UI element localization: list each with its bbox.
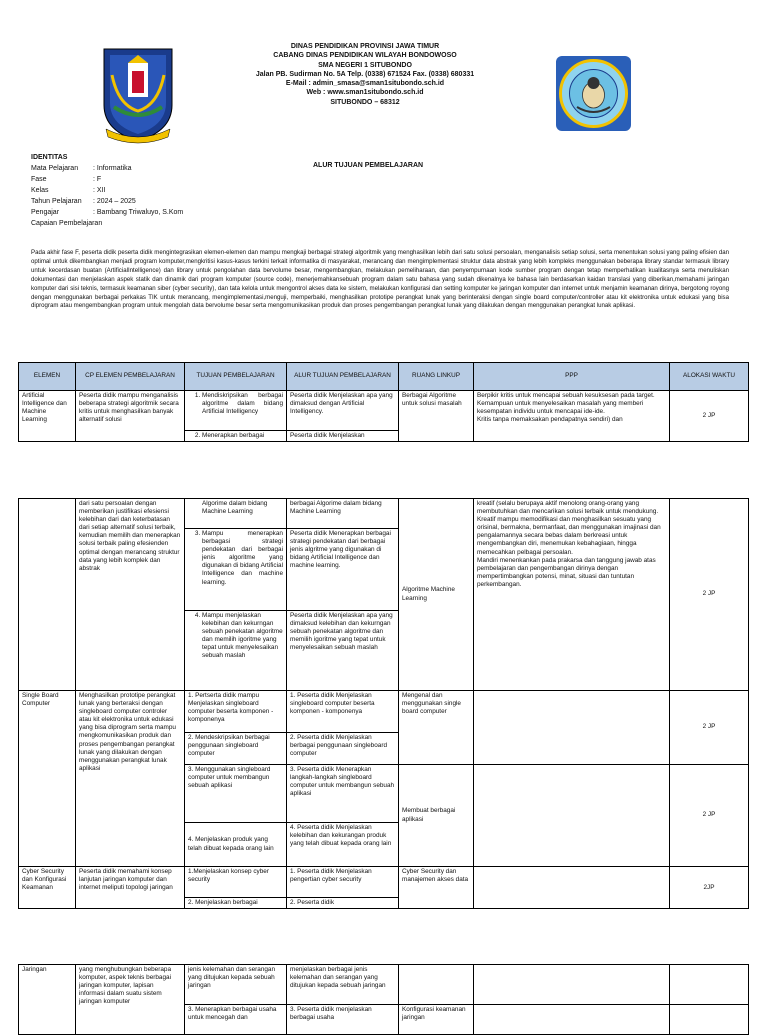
school-logo <box>555 55 632 132</box>
cell-ruang: Cyber Security dan manajemen akses data <box>399 867 474 909</box>
cell-atp: Peserta didik Menjelaskan apa yang dimaksud dengan Artificial Intelligency. <box>287 391 399 431</box>
letterhead-line: SITUBONDO – 68312 <box>330 98 400 106</box>
cell-cp: Menghasilkan prototipe perangkat lunak yang berteraksi dengan singleboard computer controler atau kit elektronika untuk edukasi yang bisa diprogram serta mampu mengkomunikasikan produk dan proses pengembangan perangkat lunak yang dilakukan dengan menggunakan perangkat lunak aplikasi <box>76 691 185 867</box>
cell-ruang: Mengenal dan menggunakan single board computer <box>399 691 474 765</box>
tp-item: 2. Menerapkan berbagai <box>202 432 283 440</box>
tp-item: 4. Mampu menjelaskan kelebihan dan kekurngan sebuah penekatan algoritme dan memilih igoritme yang tepat untuk menyelesaikan sebuah maslah <box>202 612 283 661</box>
cell-cp: Peserta didik memahami konsep lanjutan jaringan komputer dan internet meliputi topologi jaringan <box>76 867 185 909</box>
cell-elemen: Cyber Security dan Konfigurasi Keamanan <box>19 867 76 909</box>
cell-ruang: Membuat berbagai aplikasi <box>399 765 474 867</box>
identitas-value: : Informatika <box>93 165 132 172</box>
cell-alokasi <box>670 1005 749 1035</box>
cell-ppp: Berpikir kritis untuk mencapai sebuah kesuksesan pada target. Kemampuan untuk menyelesaikan masalah yang memberi kesempatan individu untuk mencapai ide-ide. Kritis tanpa memaksakan pendapatnya sendiri) dan <box>474 391 670 442</box>
cell-ppp <box>474 765 670 867</box>
letterhead-line: CABANG DINAS PENDIDIKAN WILAYAH BONDOWOSO <box>273 52 457 60</box>
cell-atp: 4. Peserta didik Menjelaskan kelebihan dan kekurangan produk yang telah dibuat kepada orang lain <box>287 823 399 867</box>
cell-atp: Peserta didik Menerapkan berbagai strategi pendekatan dari berbagai jenis algritme yang digunakan di bidang Artificial Intelligence dan machine learning. <box>287 529 399 611</box>
identitas-key: Mata Pelajaran <box>31 165 79 172</box>
cell-ruang: Konfigurasi keamanan jaringan <box>399 1005 474 1035</box>
cell-tp: 3. Menerapkan berbagai usaha untuk mencegah dan <box>185 1005 287 1035</box>
atp-table-part2 <box>18 498 749 909</box>
letterhead-line: SMA NEGERI 1 SITUBONDO <box>318 61 412 69</box>
cell-atp: Peserta didik Menjelaskan <box>287 431 399 442</box>
cell-ruang: Berbagai Algoritme untuk solusi masalah <box>399 391 474 442</box>
cell-ruang <box>399 965 474 1005</box>
cell-tp: Algorime dalam bidang Machine Learning <box>185 499 287 529</box>
identitas-row <box>31 196 183 207</box>
cell-alokasi: 2JP <box>670 867 749 909</box>
identitas-row <box>31 163 183 174</box>
identitas-row <box>31 207 183 218</box>
capaian-label: Capaian Pembelajaran <box>31 220 103 227</box>
letterhead-line: E-Mail : admin_smasa@sman1situbondo.sch.id <box>285 80 445 88</box>
header-atp: ALUR TUJUAN PEMBELAJARAN <box>287 363 399 391</box>
cell-ppp: kreatif (selalu berupaya aktif menolong orang-orang yang membutuhkan dan mencarikan solusi terbaik untuk mendukung. Kreatif mampu memodifikasi dan menghasilkan sesuatu yang orisinal, bermakna, bermanfaat, dan menggunakan imajinasi dan pengalamannya secara bebas dalam berkreasi untuk mengembangkan diri, menemukan kebahagiaan, hingga memecahkan pelbagai persoalan. Mandiri menenkankan pada prakarsa dan tanggung jawab atas pembelajaran dan pengembangan dirinya dengan mempertimbangkan potensi, minat, situasi dan tuntutan perkembangan. <box>474 499 670 691</box>
cell-alokasi <box>670 965 749 1005</box>
cell-elemen: Single Board Computer <box>19 691 76 867</box>
cell-cp: dari satu persoalan dengan memberikan justifikasi efesiensi kelebihan dari dan keterbatasan dari setiap alternatif solusi terbaik, kemudian memilih dan menerapkan solusi terbaik paling efesienden optimal dengan merancang struktur data yang lebih komplek dan abstrak <box>76 499 185 691</box>
cell-tp <box>185 611 287 691</box>
cell-tp: 1.Menjelaskan konsep cyber security <box>185 867 287 898</box>
cell-ppp <box>474 691 670 765</box>
cell-tp <box>185 391 287 431</box>
cell-atp: menjelaskan berbagai jenis kelemahan dan serangan yang ditujukan kepada sebuah jaringan <box>287 965 399 1005</box>
tp-item: 3. Mampu menerapkan berbagasi strategi pendekatan dari berbagai jenis algoritme yang digunakan di bidang Artificial Intelligence dan machine learning. <box>202 530 283 587</box>
header-elemen: ELEMEN <box>19 363 76 391</box>
cell-ruang: Algoritme Machine Learning <box>399 499 474 691</box>
cell-tp: 2. Mendeskripsikan berbagai penggunaan singleboard computer <box>185 733 287 765</box>
identitas-value: : F <box>93 176 102 183</box>
letterhead <box>200 42 530 107</box>
cell-atp: 1. Peserta didik Menjelaskan singleboard computer beserta komponen - komponenya <box>287 691 399 733</box>
identitas-row <box>31 185 183 196</box>
cell-tp <box>185 431 287 442</box>
header-tp: TUJUAN PEMBELAJARAN <box>185 363 287 391</box>
identitas-key: Kelas <box>31 187 49 194</box>
identitas-key: Fase <box>31 176 47 183</box>
cell-alokasi: 2 JP <box>670 499 749 691</box>
identitas-key: Tahun Pelajaran <box>31 198 82 205</box>
header-ppp: PPP <box>474 363 670 391</box>
cell-tp: 4. Menjelaskan produk yang telah dibuat kepada orang lain <box>185 823 287 867</box>
header-cp: CP ELEMEN PEMBELAJARAN <box>76 363 185 391</box>
cell-alokasi: 2 JP <box>670 691 749 765</box>
cell-tp: 2. Menjelaskan berbagai <box>185 898 287 909</box>
cell-atp: 2. Peserta didik <box>287 898 399 909</box>
cell-ppp <box>474 965 670 1005</box>
letterhead-line: Web : www.sman1situbondo.sch.id <box>306 89 424 97</box>
identitas-title: IDENTITAS <box>31 154 68 161</box>
cp-paragraph: Pada akhir fase F, peserta didik peserta didik mengintegrasikan elemen-elemen dan mampu mengkaji berbagai strategi algoritmik yang menghasilkan lebih dari satu solusi persoalan, menganalisis setiap solusi, serta menentukan solusi yang paling efisien dan optimal untuk dikembangkan menjadi program komputer,mengkritisi kasus-kasus terkini terkait informatika di masyarakat, merancang dan mengimplementasi struktur data abstrak yang lebih kompleks menggunakan beberapa library standar termasuk library untuk kecerdasan buatan (ArtificialIntelligence) dan library untuk pengolahan data bervolume besar, mengembangkan, melakukan pemeliharaan, dan penyempurnaan kode sumber program dengan tetap memperhatikan kualitasnya serta menuliskan dokumentasi dan menjelaskan aspek statik dan dinamik dari program komputer (source code), menerjemahkansebuah program dalam satu bahasa yang sudah dikenalnya ke bahasa lain berdasarkan kaidan translasi yang diberikan,memahami jaringan komputer dari sisi teknis, termasuk keamanan siber (cyber security), dan tata kelola untuk mengontrol akses data ke sistem, melakukan konfigurasi dan setting komputer ke jaringan komputer dan internet untuk menjamin keamanan dirinya, bergotong royong dengan menggunakan berbagai perkakas TIK untuk merancang, mengimplementasi,menguji, memperbaiki, menghasilkan prototipe perangkat lunak yang berinteraksi dengan single board computer/controller atau kit elektronika untuk edukasi yang bisa diprogram atau mengembangkan program untuk mengolah data bervolume besar serta mengomunikasikan produk dan proses pengembangan perangkat lunak yang dilakukan dengan menggunakan perangkat lunak aplikasi. <box>31 249 729 310</box>
jatim-logo <box>98 45 178 145</box>
header-ruang: RUANG LINKUP <box>399 363 474 391</box>
identitas-value: : XII <box>93 187 106 194</box>
cell-tp: jenis kelemahan dan serangan yang ditujukan kepada sebuah jaringan <box>185 965 287 1005</box>
cell-atp: Peserta didik Menjelaskan apa yang dimaksud kelebihan dan kekurngan sebuah penekatan algoritme dan memilih igoritme yang tepat untuk menyelesaikan sebuah maslah <box>287 611 399 691</box>
cell-elemen: Jaringan <box>19 965 76 1035</box>
cell-tp: 1. Pertserta didik mampu Menjelaskan singleboard computer beserta komponen - komponenya <box>185 691 287 733</box>
cell-atp: 1. Peserta didik Menjelaskan pengertian cyber security <box>287 867 399 898</box>
cell-alokasi: 2 JP <box>670 391 749 442</box>
letterhead-line: DINAS PENDIDIKAN PROVINSI JAWA TIMUR <box>290 43 440 50</box>
identitas-block <box>31 152 183 229</box>
cell-atp: berbagai Algorime dalam bidang Machine Learning <box>287 499 399 529</box>
cell-atp: 3. Peserta didik Menerapkan langkah-langkah singleboard computer untuk membangun sebuah aplikasi <box>287 765 399 823</box>
identitas-key: Pengajar <box>31 209 60 216</box>
cell-tp: 3. Menggunakan singleboard computer untuk membangun sebuah aplikasi <box>185 765 287 823</box>
cell-cp: yang menghubungkan beberapa komputer, aspek teknis berbagai jaringan komputer, lapisan informasi dalam suatu sistem jaringan komputer <box>76 965 185 1035</box>
letterhead-line: Jalan PB. Sudirman No. 5A Telp. (0338) 671524 Fax. (0338) 680331 <box>255 70 475 78</box>
cell-cp: Peserta didik mampu menganalisis beberapa strategi algoritmik secara kritis untuk menghasilkan banyak alternatif solusi <box>76 391 185 442</box>
header-alokasi: ALOKASI WAKTU <box>670 363 749 391</box>
atp-table-part1 <box>18 362 749 442</box>
identitas-value: : Bambang Triwaluyo, S.Kom <box>93 209 184 216</box>
cell-tp <box>185 529 287 611</box>
cell-alokasi: 2 JP <box>670 765 749 867</box>
identitas-value: : 2024 – 2025 <box>93 198 136 205</box>
cell-atp: 3. Peserta didik menjelaskan berbagai usaha <box>287 1005 399 1035</box>
atp-title: ALUR TUJUAN PEMBELAJARAN <box>313 162 424 169</box>
cell-atp: 2. Peserta didik Menjelaskan berbagai penggunaan singleboard computer <box>287 733 399 765</box>
cell-ppp <box>474 1005 670 1035</box>
identitas-row <box>31 174 183 185</box>
atp-table-part3 <box>18 964 749 1035</box>
cell-elemen: Artificial Intelligence dan Machine Learning <box>19 391 76 442</box>
cell-elemen <box>19 499 76 691</box>
cell-ppp <box>474 867 670 909</box>
tp-item: 1. Mendiskripsikan berbagai algoritme dalam bidang Artificial Intelligency <box>202 392 283 416</box>
